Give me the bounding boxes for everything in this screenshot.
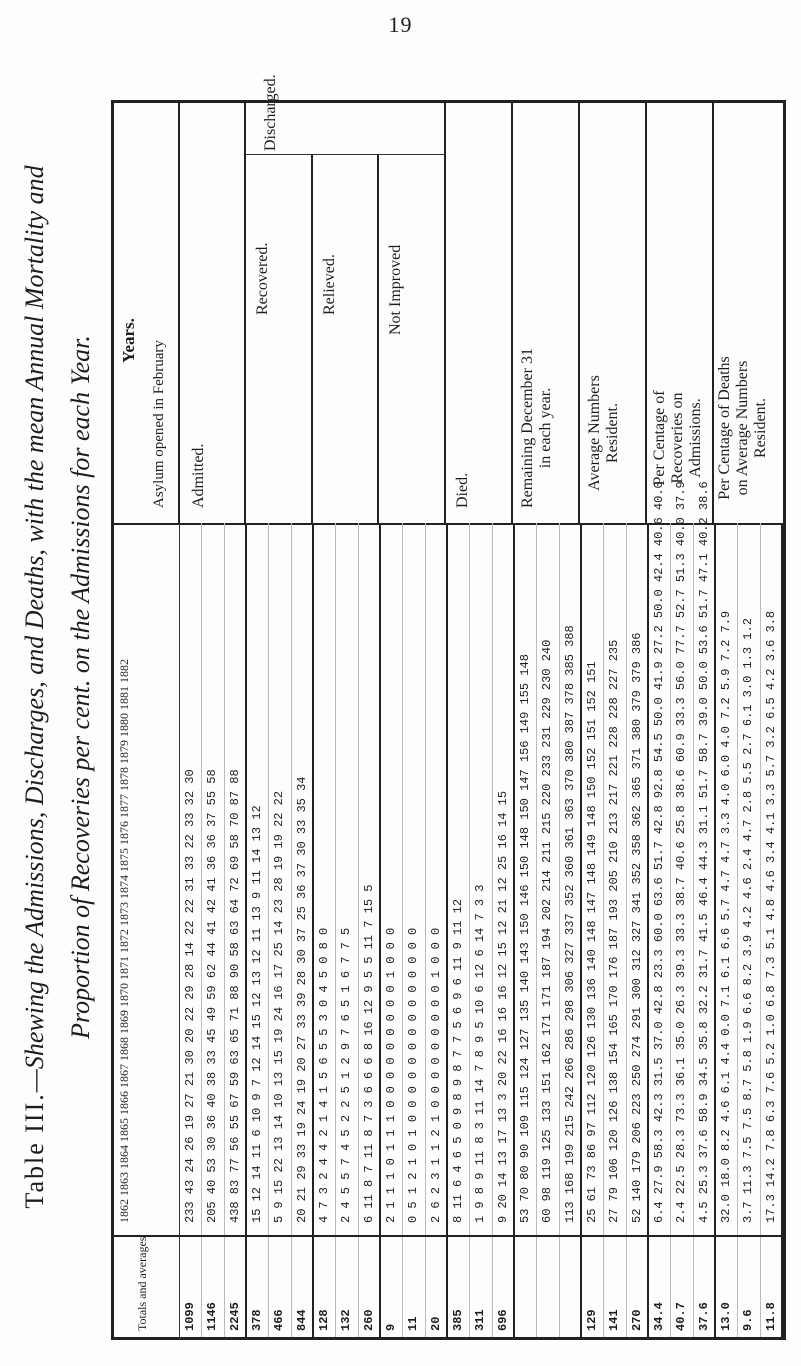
column-total-pr-f: 40.7 — [674, 1302, 689, 1331]
column-adm-t — [225, 523, 247, 1337]
pct-recoveries-header — [647, 103, 714, 523]
column-values-died-t: 9 20 14 13 17 13 3 20 22 16 16 16 12 15 12 21 12 25 16 14 15 — [495, 790, 510, 1223]
statistics-table — [111, 74, 786, 1340]
column-rem-t — [560, 523, 582, 1337]
relieved-header — [313, 155, 379, 523]
column-values-rec-m: 15 12 14 11 6 10 9 7 12 14 15 12 13 12 11 13 9 11 14 13 12 — [250, 805, 264, 1223]
died-header — [446, 103, 513, 523]
column-adm-f — [202, 523, 224, 1337]
pct-deaths-label: Per Centage of Deaths on Average Numbers Resident. — [716, 356, 769, 500]
page-number: 19 — [388, 12, 413, 37]
column-values-pr-t: 4.5 25.3 37.6 58.9 34.5 35.8 32.2 31.7 41.5 46.4 44.3 31.1 51.7 58.7 39.0 50.0 53.6 51.7 47.1 40.2 38.6 — [696, 481, 711, 1223]
column-rel-f — [336, 523, 358, 1337]
years-column — [114, 523, 180, 1337]
admitted-header — [180, 103, 246, 523]
column-rel-m — [314, 523, 336, 1337]
column-values-died-f: 1 9 8 9 11 8 3 11 14 7 8 9 5 10 6 12 6 14 7 3 3 — [473, 884, 488, 1223]
column-rec-t — [292, 523, 314, 1337]
column-values-pr-f: 2.4 22.5 28.3 73.3 36.1 35.0 26.3 39.3 33.3 38.7 40.6 25.8 38.6 60.9 33.3 56.0 77.7 52.7 51.3 40.0 37.9 — [674, 481, 689, 1223]
column-pr-f — [671, 481, 693, 1337]
column-total-avg-f: 141 — [607, 1309, 622, 1331]
column-adm-m — [180, 523, 202, 1337]
remaining-label: Remaining December 31 in each year. — [519, 348, 554, 508]
column-total-adm-t: 2245 — [227, 1302, 242, 1331]
column-total-pr-m: 34.4 — [652, 1302, 666, 1331]
column-avg-m — [582, 523, 604, 1337]
column-died-m — [448, 523, 470, 1337]
column-died-f — [470, 523, 492, 1337]
column-values-rel-t: 6 11 8 7 11 8 7 3 6 6 6 8 16 12 9 5 5 11 7 15 5 — [361, 884, 376, 1223]
column-pd-m — [716, 523, 738, 1337]
column-values-avg-m: 25 61 73 86 97 112 120 126 130 136 140 148 147 148 149 148 150 152 151 152 151 — [585, 661, 599, 1223]
discharged-label: Discharged. — [262, 74, 279, 151]
years-values: 1862 1863 1864 1865 1866 1867 1868 1869 1870 1871 1872 1873 1874 1875 1876 1877 1878 1879 1880 1881 1882 — [117, 659, 131, 1223]
column-rem-f — [537, 523, 559, 1337]
column-ni-t — [426, 523, 448, 1337]
column-total-ni-t: 20 — [428, 1316, 443, 1331]
column-values-avg-t: 52 140 179 206 223 250 274 291 300 312 327 341 352 358 362 365 371 380 379 379 386 — [629, 632, 644, 1223]
column-values-adm-t: 438 83 77 56 55 67 59 63 65 71 88 90 58 63 64 72 69 58 70 87 88 — [227, 769, 242, 1223]
pct-recoveries-label: Per Centage of Recoveries on Admissions. — [651, 390, 704, 486]
column-total-rec-m: 378 — [250, 1309, 264, 1331]
column-values-rem-f: 60 98 119 125 133 151 162 171 171 187 194 202 214 211 215 220 233 231 229 230 240 — [540, 639, 555, 1223]
column-values-rel-f: 2 4 5 5 7 4 5 2 2 5 1 2 9 7 6 5 1 6 7 7 5 — [339, 927, 354, 1223]
column-values-rem-t: 113 168 199 215 242 266 286 298 306 327 337 352 360 361 363 370 380 387 378 385 388 — [562, 625, 577, 1223]
pct-deaths-header — [714, 103, 783, 523]
column-values-ni-t: 2 6 2 3 1 1 2 1 0 0 0 0 0 0 0 0 0 1 0 0 0 — [428, 927, 443, 1223]
discharged-header — [246, 74, 446, 155]
column-values-pr-m: 6.4 27.9 58.3 42.3 31.5 37.0 42.8 23.3 60.0 63.6 51.7 42.8 92.8 54.5 50.0 41.9 27.2 50.0 42.4 40.6 40.0 — [652, 481, 666, 1223]
column-pr-t — [694, 481, 716, 1337]
column-rec-m — [247, 523, 269, 1337]
not-improved-header — [379, 155, 446, 523]
column-total-avg-m: 129 — [585, 1309, 599, 1331]
not-improved-label: Not Improved — [387, 244, 404, 335]
column-values-rel-m: 4 7 3 2 4 4 2 1 4 1 5 6 5 5 3 0 4 5 0 8 0 — [317, 927, 331, 1223]
caption-line-2: Proportion of Recoveries per cent. on the Admissions for each Year. — [66, 335, 95, 1039]
column-values-pd-m: 32.0 18.0 8.2 4.6 6.1 4.4 0.0 7.1 6.1 6.6 5.7 4.7 4.7 3.3 4.0 6.0 4.0 7.2 5.9 7.2 7.9 — [719, 610, 733, 1223]
column-total-pd-m: 13.0 — [719, 1302, 733, 1331]
caption-line-1: Shewing the Admissions, Discharges, and Deaths, with the mean Annual Mortality and — [20, 165, 49, 1070]
column-rem-m — [515, 523, 537, 1337]
admitted-label: Admitted. — [190, 443, 207, 508]
column-ni-m — [381, 523, 403, 1337]
column-pd-t — [761, 523, 783, 1337]
column-values-ni-m: 2 1 1 1 0 1 1 1 0 0 0 0 0 0 0 0 0 1 0 0 0 — [384, 927, 398, 1223]
years-header-label: Years. — [119, 318, 138, 363]
column-total-rel-t: 260 — [361, 1309, 376, 1331]
column-values-pd-f: 3.7 11.3 7.5 7.5 8.7 5.8 1.9 6.6 8.2 3.9 4.2 4.6 2.4 4.7 2.8 5.5 2.7 6.1 3.0 1.3 1.2 — [741, 618, 756, 1223]
column-rec-f — [269, 523, 291, 1337]
column-values-adm-f: 205 40 53 30 36 40 38 33 45 49 59 62 44 41 42 41 36 36 37 55 58 — [205, 769, 220, 1223]
column-total-died-f: 311 — [473, 1309, 488, 1331]
average-label: Average Numbers Resident. — [586, 375, 621, 491]
column-values-pd-t: 17.3 14.2 7.8 6.3 7.6 5.2 1.0 6.8 7.3 5.1 4.8 4.6 3.4 4.1 3.3 5.7 3.2 6.5 4.2 3.6 3.8 — [763, 610, 778, 1223]
column-values-died-m: 8 11 6 4 6 5 0 9 8 9 8 7 7 5 6 9 6 11 9 11 12 — [451, 898, 465, 1223]
column-total-pr-t: 37.6 — [696, 1302, 711, 1331]
table-header — [114, 74, 783, 525]
column-values-rec-f: 5 9 15 22 13 14 10 13 15 19 24 16 17 25 14 23 28 19 19 22 22 — [272, 790, 287, 1223]
column-avg-f — [604, 523, 626, 1337]
column-total-rec-t: 844 — [294, 1309, 309, 1331]
died-label: Died. — [454, 472, 471, 508]
column-total-rel-f: 132 — [339, 1309, 354, 1331]
column-values-rec-t: 20 21 29 33 19 24 19 20 27 33 39 28 30 37 25 36 37 30 33 35 34 — [294, 776, 309, 1223]
column-total-ni-m: 9 — [384, 1323, 398, 1331]
relieved-label: Relieved. — [321, 254, 338, 315]
recovered-label: Recovered. — [254, 242, 271, 315]
column-values-rem-m: 53 70 80 90 109 115 124 127 135 140 143 150 146 150 148 150 147 156 149 155 148 — [518, 654, 532, 1223]
column-avg-t — [627, 523, 649, 1337]
totals-rule — [114, 1235, 783, 1237]
column-total-died-m: 385 — [451, 1309, 465, 1331]
remaining-header — [513, 103, 580, 523]
average-header — [580, 103, 647, 523]
column-pd-f — [738, 523, 760, 1337]
totals-label: Totals and averages — [135, 1236, 149, 1331]
column-values-ni-f: 0 5 1 2 1 0 1 0 0 0 0 0 0 0 0 0 0 0 0 0 0 — [406, 927, 421, 1223]
column-total-died-t: 696 — [495, 1309, 510, 1331]
column-died-t — [493, 523, 515, 1337]
column-total-avg-t: 270 — [629, 1309, 644, 1331]
column-total-rel-m: 128 — [317, 1309, 331, 1331]
table-caption: Table III.—Shewing the Admissions, Discharges, and Deaths, with the mean Annual Mortality and Proportion of Recoveries per cent. on the Admissions for each Year. — [8, 62, 108, 1312]
column-total-adm-m: 1099 — [183, 1302, 197, 1331]
column-total-pd-t: 11.8 — [763, 1302, 778, 1331]
column-pr-m — [649, 481, 671, 1337]
recovered-header — [246, 155, 313, 523]
column-ni-f — [403, 523, 425, 1337]
column-total-rec-f: 466 — [272, 1309, 287, 1331]
column-total-ni-f: 11 — [406, 1316, 421, 1331]
years-header — [114, 103, 180, 523]
column-rel-t — [359, 523, 381, 1337]
table-label: Table III. — [20, 1092, 49, 1209]
column-values-adm-m: 233 43 24 26 19 27 21 30 20 22 29 28 14 22 22 31 33 22 33 32 30 — [183, 769, 197, 1223]
asylum-opened-label: Asylum opened in February — [151, 340, 167, 508]
column-total-adm-f: 1146 — [205, 1302, 220, 1331]
column-values-avg-f: 27 79 106 120 126 138 154 165 170 176 187 193 205 210 213 217 221 228 228 227 235 — [607, 639, 622, 1223]
column-total-pd-f: 9.6 — [741, 1309, 756, 1331]
